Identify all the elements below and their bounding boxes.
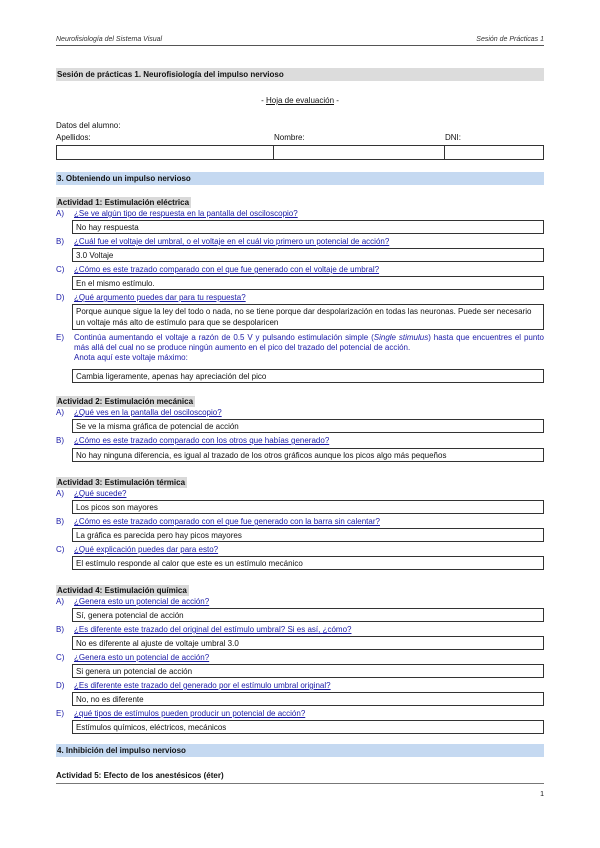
activity-3-answer-a[interactable]: Los picos son mayores (72, 500, 544, 514)
activity-1-title: Actividad 1: Estimulación eléctrica (57, 198, 190, 207)
activity-1-answer-a[interactable]: No hay respuesta (72, 220, 544, 234)
activity-2-answer-a[interactable]: Se ve la misma gráfica de potencial de acción (72, 419, 544, 433)
dni-field[interactable] (445, 146, 543, 159)
dni-label: DNI: (445, 133, 461, 142)
activity-3-title: Actividad 3: Estimulación térmica (57, 478, 186, 487)
evaluation-title-text: Hoja de evaluación (265, 96, 335, 105)
activity-2-title: Actividad 2: Estimulación mecánica (57, 397, 194, 406)
surname-label: Apellidos: (56, 133, 91, 142)
name-field[interactable] (274, 146, 444, 159)
activity-3-answer-c[interactable]: El estímulo responde al calor que este es un estímulo mecánico (72, 556, 544, 570)
surname-field[interactable] (57, 146, 273, 159)
activity-1-answer-c[interactable]: En el mismo estímulo. (72, 276, 544, 290)
activity-4-answer-e[interactable]: Estímulos químicos, eléctricos, mecánicos (72, 720, 544, 734)
student-data-table (56, 145, 544, 160)
activity-4-answer-b[interactable]: No es diferente al ajuste de voltaje umbral 3.0 (72, 636, 544, 650)
activity-4-answer-a[interactable]: Sí, genera potencial de acción (72, 608, 544, 622)
section-4-title: 4. Inhibición del impulso nervioso (56, 744, 544, 757)
activity-4-title: Actividad 4: Estimulación química (57, 586, 187, 595)
activity-5-title: Actividad 5: Efecto de los anestésicos (éter) (56, 771, 224, 780)
page-number: 1 (540, 791, 544, 798)
student-data-heading: Datos del alumno: (56, 121, 121, 130)
header-rule (56, 45, 544, 46)
activity-3-answer-b[interactable]: La gráfica es parecida pero hay picos mayores (72, 528, 544, 542)
activity-4-answer-c[interactable]: Si genera un potencial de acción (72, 664, 544, 678)
activity-4-answer-d[interactable]: No, no es diferente (72, 692, 544, 706)
footer-rule (56, 783, 544, 784)
session-title-band: Sesión de prácticas 1. Neurofisiología del impulso nervioso (56, 68, 544, 81)
header-session-title: Sesión de Prácticas 1 (476, 36, 544, 43)
section-3-title: 3. Obteniendo un impulso nervioso (56, 172, 544, 185)
activity-2-answer-b[interactable]: No hay ninguna diferencia, es igual al trazado de los otros gráficos aunque los picos algo más pequeños (72, 448, 544, 462)
evaluation-title: - Hoja de evaluación - (261, 96, 339, 105)
name-label: Nombre: (274, 133, 305, 142)
activity-1-answer-d[interactable]: Porque aunque sigue la ley del todo o nada, no se tiene porque dar despolarización en todas las neuronas. Puede ser necesario un voltaje más alto de estímulo para que se despolaricen (72, 304, 544, 330)
activity-1-answer-e[interactable]: Cambia ligeramente, apenas hay apreciación del pico (72, 369, 544, 383)
activity-1-answer-b[interactable]: 3.0 Voltaje (72, 248, 544, 262)
running-header (56, 36, 544, 43)
header-course-title: Neurofisiología del Sistema Visual (56, 36, 163, 43)
